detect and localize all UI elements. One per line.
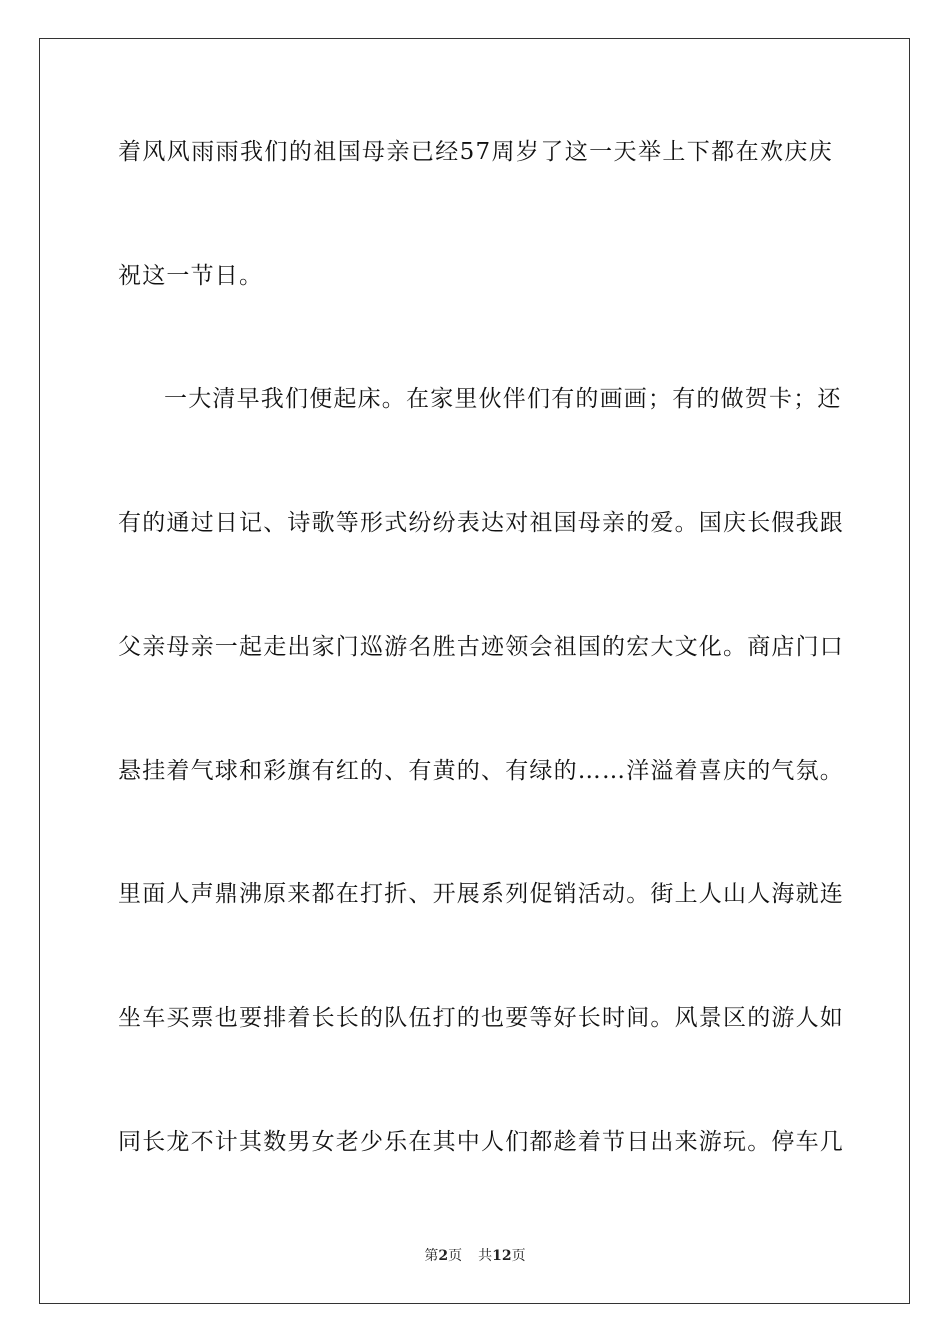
total-pages-label bbox=[478, 1248, 525, 1264]
page-suffix: 页 bbox=[448, 1248, 463, 1264]
text-line-9: 同长龙不计其数男女老少乐在其中人们都趁着节日出来游玩。停车几 bbox=[118, 1129, 844, 1155]
page-border bbox=[39, 38, 910, 1304]
page-prefix: 第 bbox=[424, 1248, 439, 1264]
text-line-1: 着风风雨雨我们的祖国母亲已经57周岁了这一天举上下都在欢庆庆 bbox=[118, 139, 833, 165]
page-number-label bbox=[424, 1248, 462, 1264]
page-number: 2 bbox=[438, 1248, 449, 1264]
total-prefix: 共 bbox=[478, 1248, 493, 1264]
text-line-6: 悬挂着气球和彩旗有红的、有黄的、有绿的……洋溢着喜庆的气氛。 bbox=[118, 758, 844, 784]
text-line-8: 坐车买票也要排着长长的队伍打的也要等好长时间。风景区的游人如 bbox=[118, 1005, 844, 1031]
total-pages: 12 bbox=[492, 1248, 512, 1264]
page-footer bbox=[0, 1246, 950, 1266]
total-suffix: 页 bbox=[511, 1248, 526, 1264]
text-line-2: 祝这一节日。 bbox=[118, 263, 264, 289]
text-line-5: 父亲母亲一起走出家门巡游名胜古迹领会祖国的宏大文化。商店门口 bbox=[118, 634, 844, 660]
text-line-3: 一大清早我们便起床。在家里伙伴们有的画画；有的做贺卡；还 bbox=[164, 386, 842, 412]
text-line-4: 有的通过日记、诗歌等形式纷纷表达对祖国母亲的爱。国庆长假我跟 bbox=[118, 510, 844, 536]
text-line-7: 里面人声鼎沸原来都在打折、开展系列促销活动。街上人山人海就连 bbox=[118, 881, 844, 907]
